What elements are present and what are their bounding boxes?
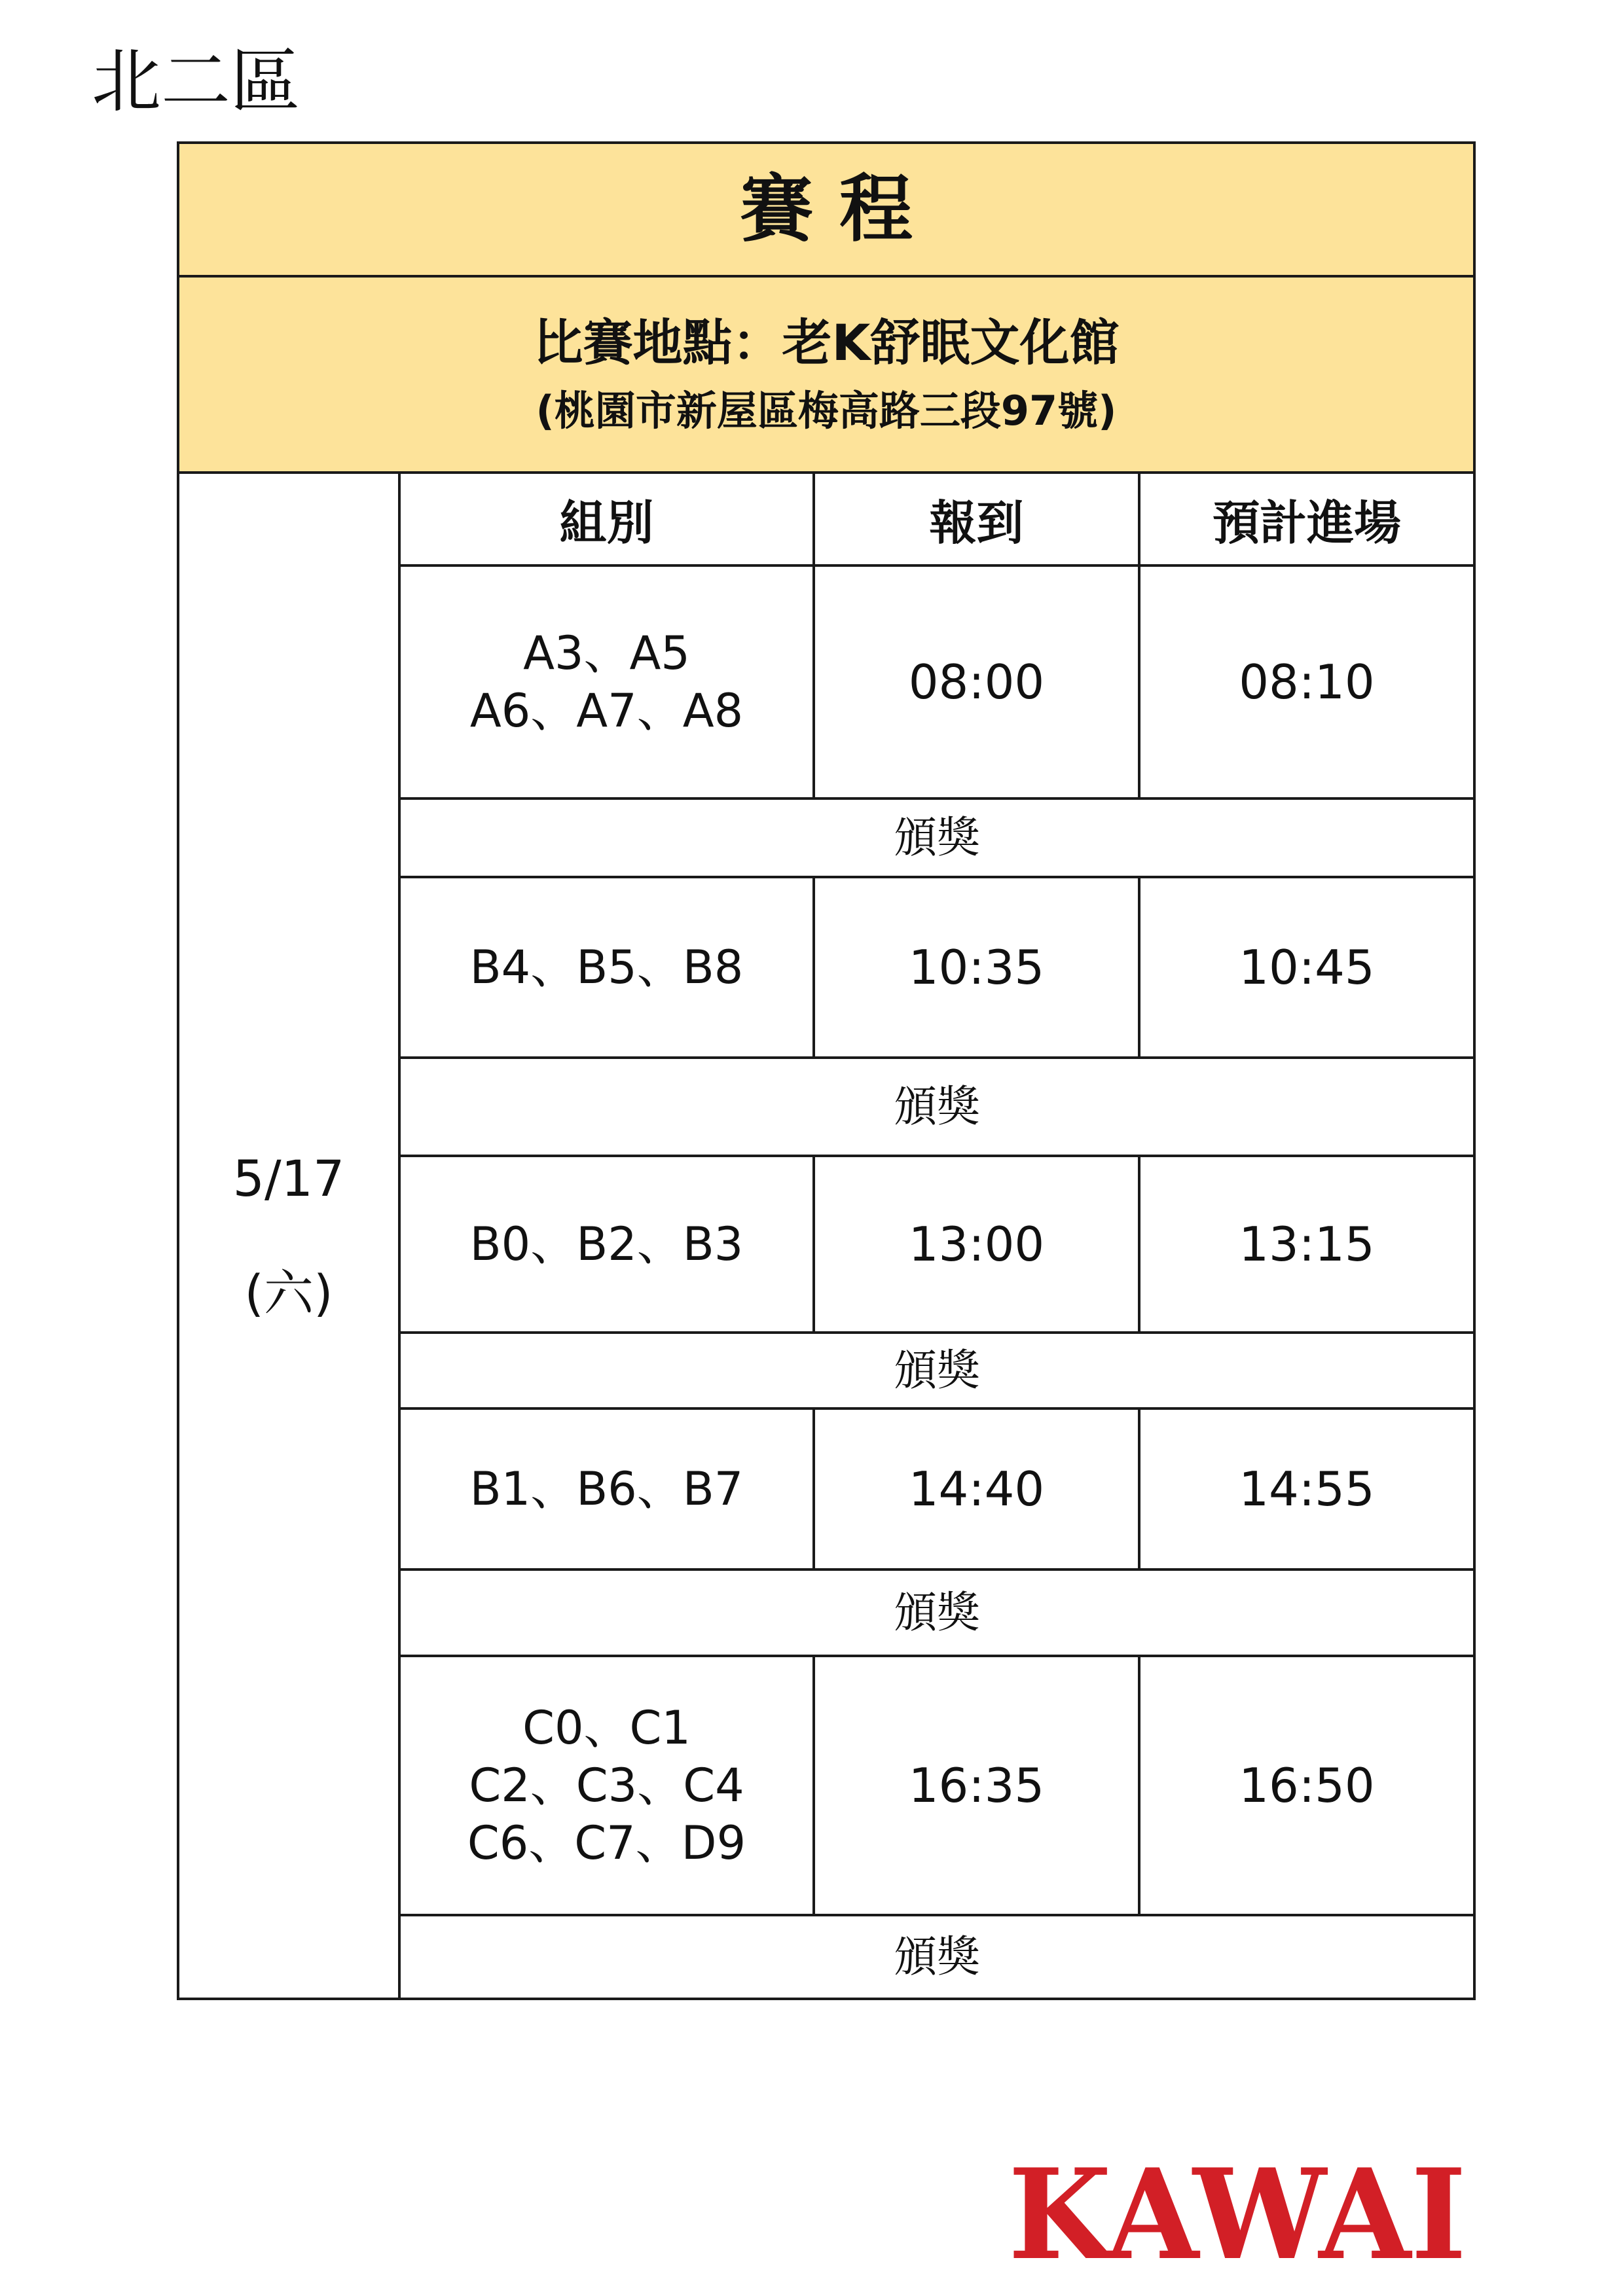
group-line: A6、A7、A8 — [469, 684, 744, 738]
title-row — [178, 143, 1474, 276]
session-groups — [399, 1156, 814, 1333]
session-checkin-time: 10:35 — [814, 877, 1139, 1058]
group-line: C6、C7、D9 — [467, 1816, 746, 1870]
award-label: 頒獎 — [399, 1058, 1474, 1156]
column-header-checkin: 報到 — [814, 473, 1139, 565]
session-groups — [399, 877, 814, 1058]
group-line: A3、A5 — [523, 626, 690, 680]
date-cell — [178, 473, 399, 1999]
schedule-title-cell — [178, 143, 1474, 276]
session-checkin-time: 13:00 — [814, 1156, 1139, 1333]
column-header-entry: 預計進場 — [1139, 473, 1474, 565]
venue-cell — [178, 276, 1474, 473]
region-title: 北二區 — [92, 41, 300, 122]
schedule-table — [177, 141, 1476, 2000]
session-checkin-time: 08:00 — [814, 565, 1139, 798]
group-line: B4、B5、B8 — [469, 941, 744, 994]
venue-name: 比賽地點：老K舒眠文化館 — [533, 314, 1120, 372]
date-weekday: (六) — [244, 1264, 333, 1322]
award-label: 頒獎 — [399, 798, 1474, 877]
group-line: C2、C3、C4 — [469, 1759, 744, 1812]
session-groups — [399, 1656, 814, 1915]
kawai-logo-text: KAWAI — [1008, 2160, 1467, 2265]
session-checkin-time: 16:35 — [814, 1656, 1139, 1915]
group-line: B1、B6、B7 — [469, 1462, 744, 1516]
award-label: 頒獎 — [399, 1915, 1474, 1999]
session-entry-time: 16:50 — [1139, 1656, 1474, 1915]
session-groups — [399, 565, 814, 798]
award-label: 頒獎 — [399, 1570, 1474, 1656]
column-header-groups: 組別 — [399, 473, 814, 565]
award-label: 頒獎 — [399, 1333, 1474, 1408]
session-entry-time: 14:55 — [1139, 1408, 1474, 1570]
column-header-row — [178, 473, 1474, 565]
session-checkin-time: 14:40 — [814, 1408, 1139, 1570]
group-line: B0、B2、B3 — [469, 1217, 744, 1271]
venue-address: (桃園市新屋區梅高路三段97號) — [536, 387, 1117, 435]
session-entry-time: 08:10 — [1139, 565, 1474, 798]
session-entry-time: 13:15 — [1139, 1156, 1474, 1333]
schedule-title: 賽程 — [740, 167, 939, 252]
session-entry-time: 10:45 — [1139, 877, 1474, 1058]
session-groups — [399, 1408, 814, 1570]
date-day: 5/17 — [232, 1149, 345, 1208]
group-line: C0、C1 — [522, 1701, 691, 1755]
kawai-logo — [1002, 2160, 1473, 2265]
venue-row — [178, 276, 1474, 473]
